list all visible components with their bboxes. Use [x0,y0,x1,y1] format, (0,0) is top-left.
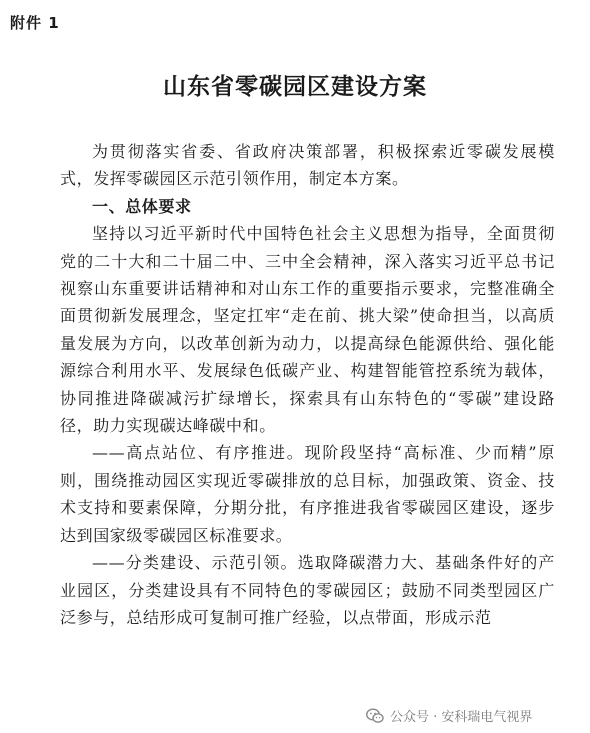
document-body [60,138,555,631]
watermark [360,704,538,727]
intro-paragraph: 为贯彻落实省委、省政府决策部署，积极探索近零碳发展模式，发挥零碳园区示范引领作用，制定本方案。 [60,142,555,189]
principle-paragraph-1: ——高点站位、有序推进。现阶段坚持“高标准、少而精”原则，围绕推动园区实现近零碳排放的总目标，加强政策、资金、技术支持和要素保障，分期分批，有序推进我省零碳园区建设，逐步达到国家级零碳园区标准要求。 [60,443,555,545]
principle-paragraph-2: ——分类建设、示范引领。选取降碳潜力大、基础条件好的产业园区，分类建设具有不同特色的零碳园区；鼓励不同类型园区广泛参与，总结形成可复制可推广经验，以点带面，形成示范 [60,553,555,627]
attachment-label: 附件 1 [10,14,60,32]
watermark-text: 公众号 · 安科瑞电气视界 [390,710,533,725]
wechat-icon [366,708,384,724]
section-heading: 一、总体要求 [92,196,192,216]
page-title: 山东省零碳园区建设方案 [163,74,427,100]
guiding-ideology-paragraph: 坚持以习近平新时代中国特色社会主义思想为指导，全面贯彻党的二十大和二十届二中、三中全会精神，深入落实习近平总书记视察山东重要讲话精神和对山东工作的重要指示要求，完整准确全面贯彻新发展理念，坚定扛牢“走在前、挑大梁”使命担当，以高质量发展为方向，以改革创新为动力，以提高绿色能源供给、强化能源综合利用水平、发展绿色低碳产业、构建智能管控系统为载体，协同推进降碳减污扩绿增长，探索具有山东特色的“零碳”建设路径，助力实现碳达峰碳中和。 [60,224,555,436]
